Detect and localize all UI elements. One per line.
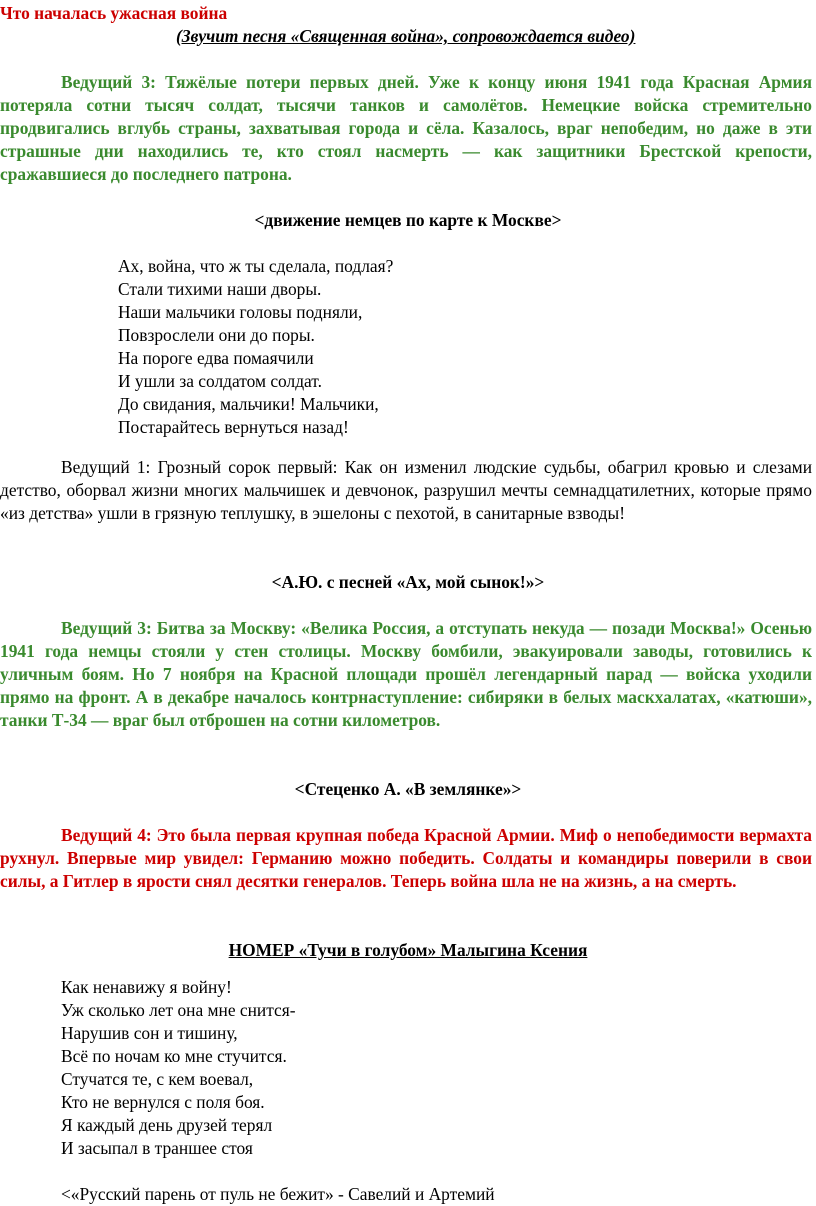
song-note: (Звучит песня «Священная война», сопровождается видео) xyxy=(176,26,636,46)
host-1-paragraph: Ведущий 1: Грозный сорок первый: Как он изменил людские судьбы, обагрил кровью и слезами детство, оборвал жизни многих мальчишек и девчонок, разрушил мечты семнадцатилетних, которые прямо «из детства» ушли в грязную теплушку, в эшелоны с пехотой, в санитарные взводы! xyxy=(0,457,812,523)
poem-line: До свидания, мальчики! Мальчики, xyxy=(118,394,379,414)
poem-line: Всё по ночам ко мне стучится. xyxy=(61,1046,287,1066)
poem-line: И засыпал в траншее стоя xyxy=(61,1138,253,1158)
poem-line: Нарушив сон и тишину, xyxy=(61,1023,238,1043)
poem-line: Наши мальчики головы подняли, xyxy=(118,302,363,322)
poem-line: Я каждый день друзей терял xyxy=(61,1115,273,1135)
poem-hate-war xyxy=(61,976,296,1160)
host-4-paragraph: Ведущий 4: Это была первая крупная победа Красной Армии. Миф о непобедимости вермахта рухнул. Впервые мир увидел: Германию можно победить. Солдаты и командиры поверили в свои силы, а Гитлер в ярости снял десятки генералов. Теперь война шла не на жизнь, а на смерть. xyxy=(0,825,812,891)
poem-line: И ушли за солдатом солдат. xyxy=(118,371,322,391)
stage-direction-final: <«Русский парень от пуль не бежит» - Савелий и Артемий xyxy=(61,1184,495,1204)
stage-direction-song: <А.Ю. с песней «Ах, мой сынок!»> xyxy=(271,572,545,592)
poem-line: Стучатся те, с кем воевал, xyxy=(61,1069,254,1089)
poem-war xyxy=(118,255,393,439)
poem-line: Кто не вернулся с поля боя. xyxy=(61,1092,265,1112)
poem-line: Повзрослели они до поры. xyxy=(118,325,315,345)
poem-line: Стали тихими наши дворы. xyxy=(118,279,322,299)
stage-direction-dugout: <Стеценко А. «В землянке»> xyxy=(294,779,522,799)
host-3-paragraph-losses: Ведущий 3: Тяжёлые потери первых дней. Уже к концу июня 1941 года Красная Армия потеряла сотни тысяч солдат, тысячи танков и самолётов. Немецкие войска стремительно продвигались вглубь страны, захватывая города и сёла. Казалось, враг непобедим, но даже в эти страшные дни находились те, кто стоял насмерть — как защитники Брестской крепости, сражавшиеся до последнего патрона. xyxy=(0,72,812,184)
poem-line: Уж сколько лет она мне снится- xyxy=(61,1000,296,1020)
stage-direction-map: <движение немцев по карте к Москве> xyxy=(254,210,562,230)
poem-line: Как ненавижу я войну! xyxy=(61,977,232,997)
section-heading: Что началась ужасная война xyxy=(0,3,228,23)
poem-line: Ах, война, что ж ты сделала, подлая? xyxy=(118,256,394,276)
number-heading: НОМЕР «Тучи в голубом» Малыгина Ксения xyxy=(228,940,588,960)
poem-line: На пороге едва помаячили xyxy=(118,348,314,368)
host-3-paragraph-moscow: Ведущий 3: Битва за Москву: «Велика Россия, а отступать некуда — позади Москва!» Осенью 1941 года немцы стояли у стен столицы. Москву бомбили, эвакуировали заводы, готовились к уличным боям. Но 7 ноября на Красной площади прошёл легендарный парад — войска уходили прямо на фронт. А в декабре началось контрнаступление: сибиряки в белых маскхалатах, «катюши», танки Т-34 — враг был отброшен на сотни километров. xyxy=(0,618,812,730)
poem-line: Постарайтесь вернуться назад! xyxy=(118,417,349,437)
